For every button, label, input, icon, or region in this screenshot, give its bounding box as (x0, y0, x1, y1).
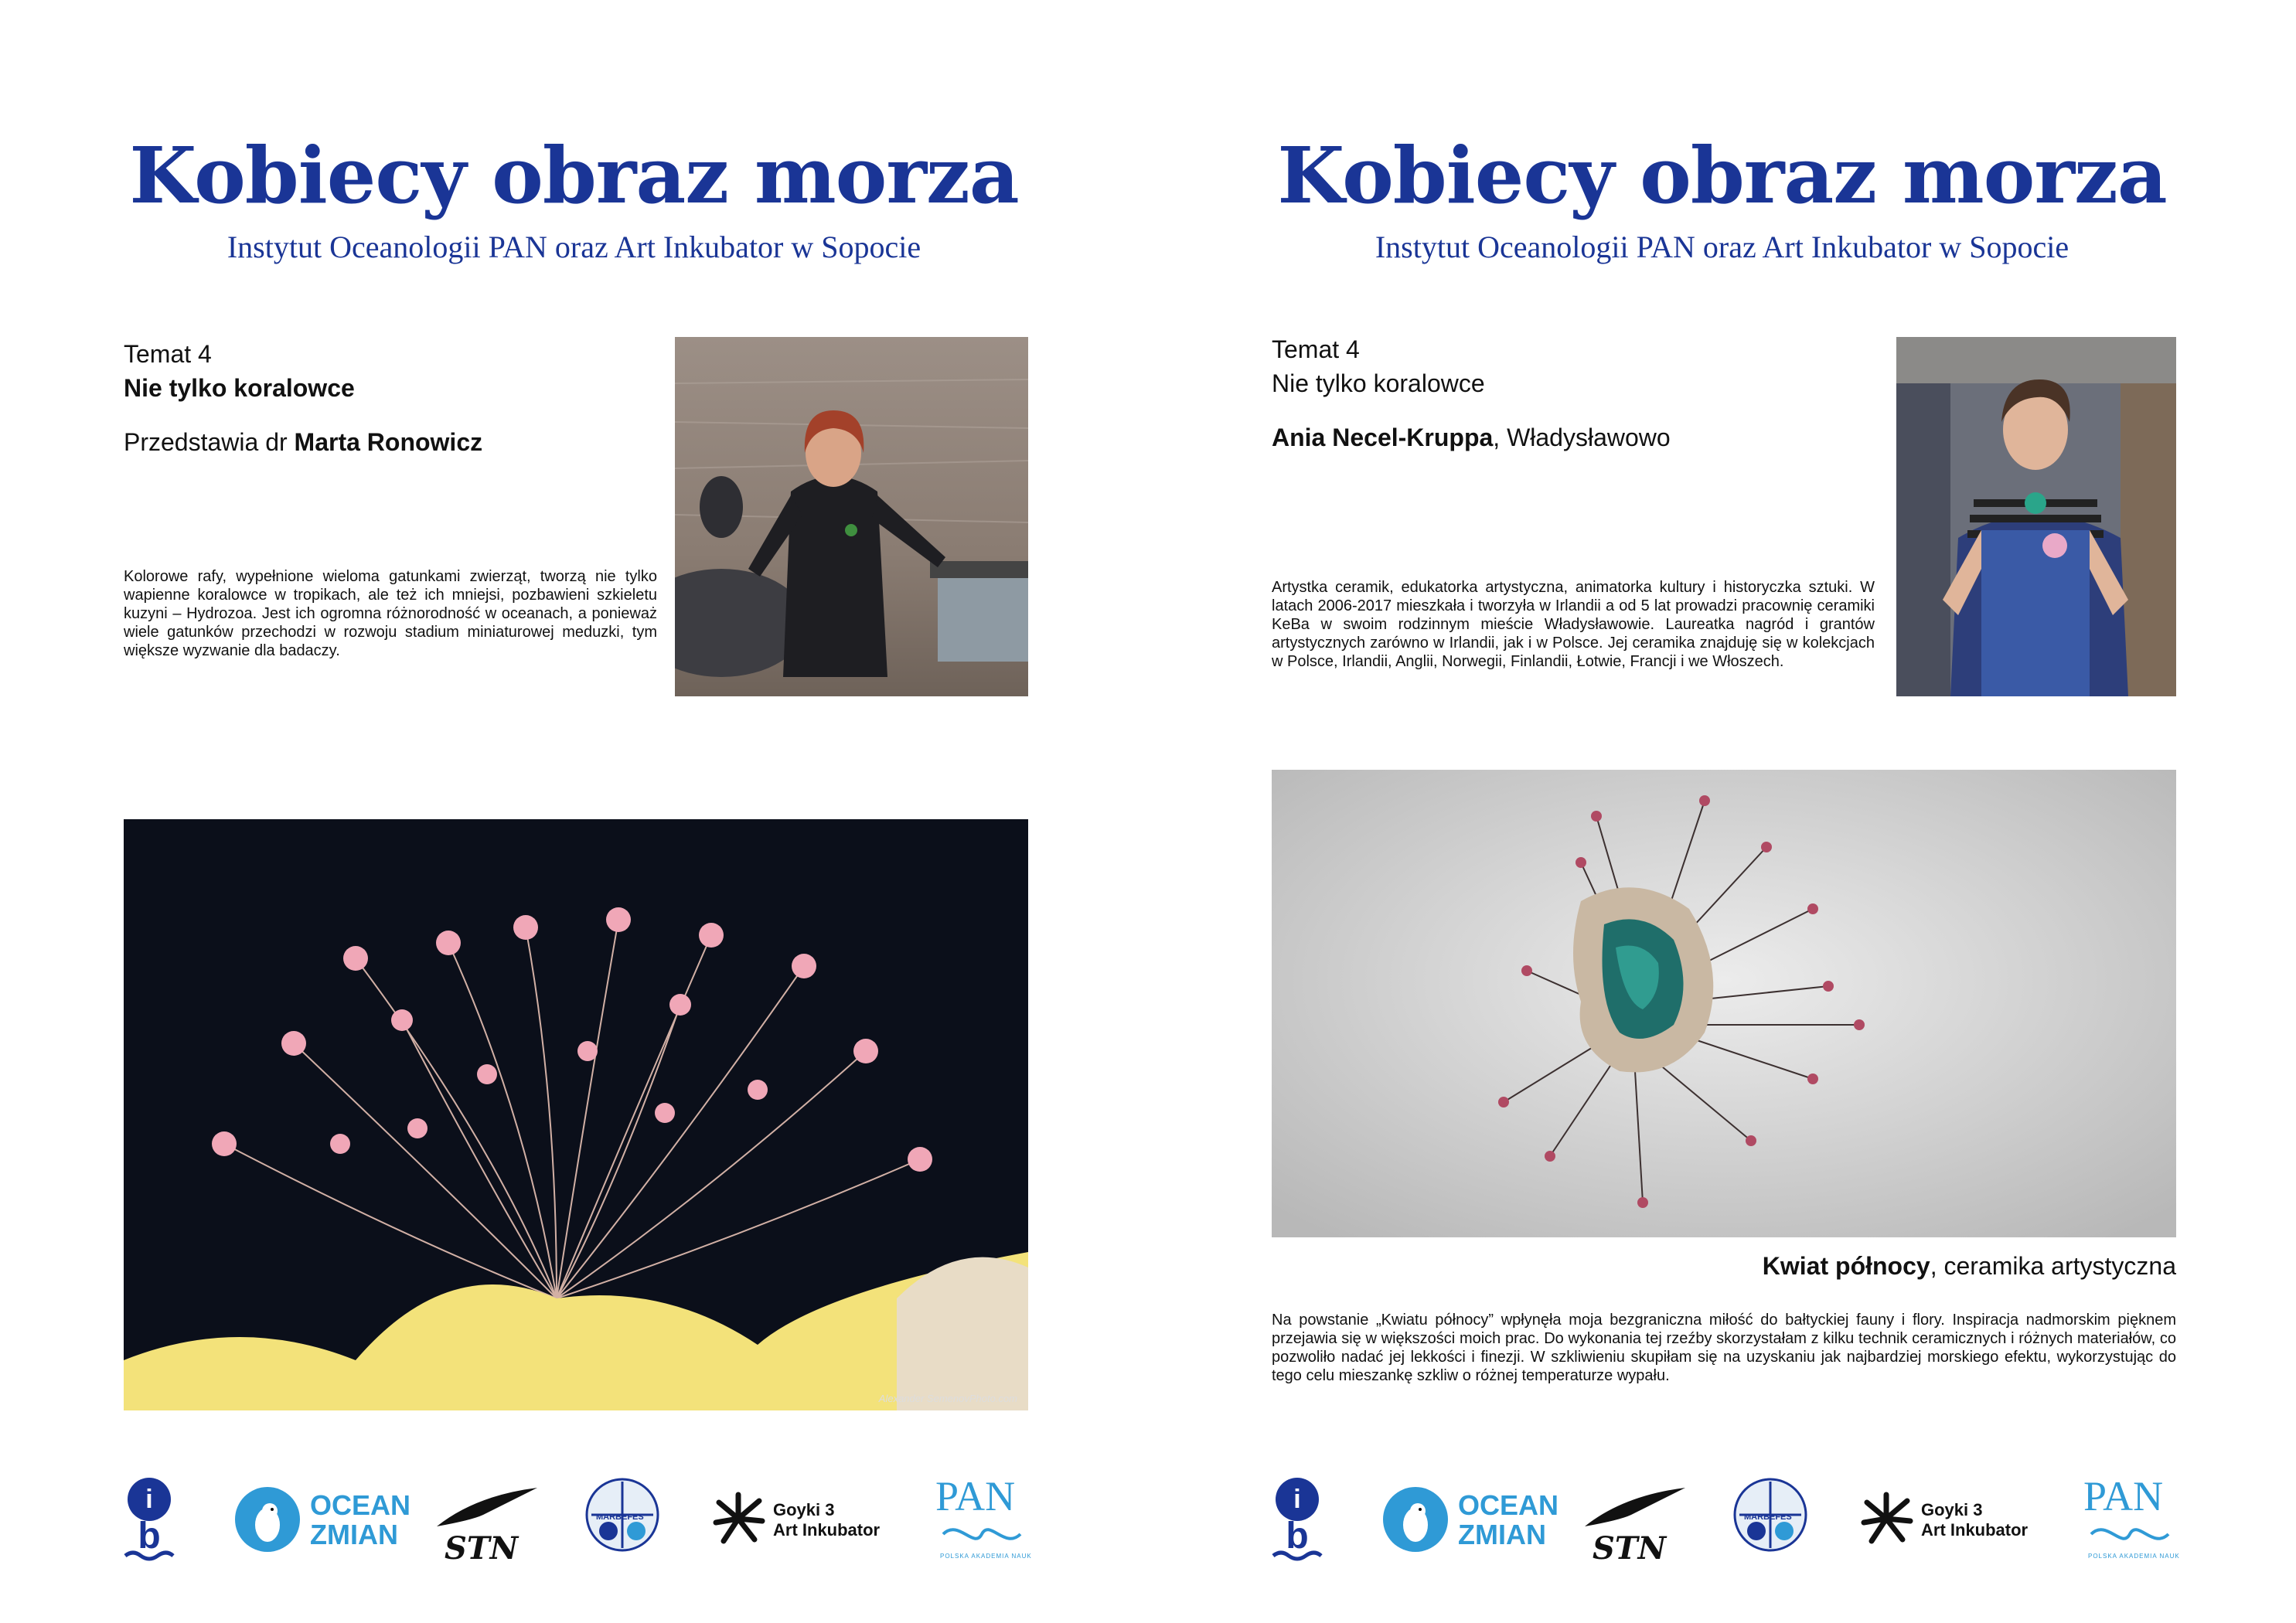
presenter-prefix: Przedstawia dr (124, 428, 288, 456)
pan-text: PAN (2083, 1473, 2164, 1519)
page-title: Kobiecy obraz morza (129, 130, 1019, 221)
ocean-zmian-logo-icon (1382, 1486, 1449, 1553)
ocean-zmian-logo (1382, 1472, 1559, 1565)
artist-location: , Władysławowo (1493, 424, 1671, 451)
artist-line (1272, 420, 1671, 454)
page-subtitle: Instytut Oceanologii PAN oraz Art Inkubator w Sopocie (227, 230, 921, 264)
goyki-sun-logo-icon (711, 1492, 765, 1546)
svg-text:STN: STN (445, 1530, 519, 1565)
goyki-line1: Goyki 3 (773, 1500, 835, 1519)
pan-logo-icon (2083, 1472, 2180, 1565)
goyki-line1: Goyki 3 (1921, 1500, 1983, 1519)
iopan-logo-icon (1272, 1472, 1323, 1565)
artwork-type: , ceramika artystyczna (1930, 1252, 2176, 1280)
presenter-photo (675, 337, 1028, 696)
artist-photo (1896, 337, 2176, 696)
goyki-logo (1859, 1472, 2060, 1565)
logo-row (1272, 1472, 2180, 1565)
svg-text:b: b (138, 1516, 161, 1557)
iopan-logo-icon (124, 1472, 175, 1565)
ocean-zmian-text (310, 1491, 410, 1550)
artist-name: Ania Necel-Kruppa (1272, 424, 1494, 451)
goyki-text (1921, 1500, 2028, 1540)
topic-number: Temat 4 (124, 340, 212, 368)
right-page (1148, 0, 2296, 1623)
marbefes-text: MARBEFES (1744, 1512, 1792, 1522)
artwork-title: Kwiat północy (1762, 1252, 1930, 1280)
description-paragraph: Kolorowe rafy, wypełnione wieloma gatunkami zwierząt, tworzą nie tylko wapienne koralowce w tropikach, ale też ich mniejsi, pozbawieni szkieletu kuzyni – Hydrozoa. Jest ich ogromna różnorodność w oceanach, a ponieważ wiele gatunków przechodzi w rozwoju stadium miniaturowej meduzki, tym większe wyzwanie dla badaczy. (124, 568, 657, 659)
ocean-line2: ZMIAN (310, 1519, 398, 1550)
goyki-sun-logo-icon (1859, 1492, 1913, 1546)
artwork-caption (1272, 1252, 2176, 1281)
marbefes-logo-icon (1732, 1472, 1809, 1565)
page-subtitle: Instytut Oceanologii PAN oraz Art Inkubator w Sopocie (1375, 230, 2069, 264)
pan-subtext: POLSKA AKADEMIA NAUK (940, 1553, 1032, 1560)
topic-header (124, 337, 482, 459)
svg-text:i: i (1293, 1485, 1301, 1514)
page-title: Kobiecy obraz morza (1277, 130, 2167, 221)
ocean-line1: OCEAN (310, 1489, 411, 1521)
photo-credit: Alexander SemenovPhoto.com (878, 1393, 1017, 1404)
ocean-line2: ZMIAN (1458, 1519, 1546, 1550)
goyki-logo (711, 1472, 912, 1565)
pan-logo-icon (935, 1472, 1032, 1565)
topic-number: Temat 4 (1272, 335, 1360, 363)
goyki-text (773, 1500, 880, 1540)
svg-text:STN: STN (1593, 1530, 1667, 1565)
pan-text: PAN (935, 1473, 1016, 1519)
marbefes-logo-icon (584, 1472, 661, 1565)
stn-bird-logo-icon (1577, 1472, 1693, 1565)
svg-text:i: i (145, 1485, 153, 1514)
topic-title: Nie tylko koralowce (1272, 369, 1485, 397)
topic-title: Nie tylko koralowce (124, 374, 355, 402)
ocean-zmian-logo (234, 1472, 411, 1565)
ocean-zmian-logo-icon (234, 1486, 301, 1553)
presenter-name: Marta Ronowicz (294, 428, 483, 456)
pan-subtext: POLSKA AKADEMIA NAUK (2088, 1553, 2180, 1560)
artist-bio: Artystka ceramik, edukatorka artystyczna, animatorka kultury i historyczka sztuki. W latach 2006-2017 mieszkała i tworzyła w Irlandii a od 5 lat prowadzi pracownię ceramiki KeBa w swoim rodzinnym mieście Władysławowie. Laureatka nagród i grantów artystycznych zarówno w Irlandii, jak i w Polsce. Jej ceramika znajduję się w kolekcjach w Polsce, Irlandii, Anglii, Norwegii, Finlandii, Łotwie, Francji i we Włoszech. (1272, 579, 1875, 670)
topic-header (1272, 332, 1671, 454)
marbefes-text: MARBEFES (596, 1512, 644, 1522)
goyki-line2: Art Inkubator (1921, 1520, 2029, 1540)
goyki-line2: Art Inkubator (773, 1520, 881, 1540)
logo-row (124, 1472, 1032, 1565)
hydrozoa-photo (124, 819, 1028, 1410)
artwork-description: Na powstanie „Kwiatu północy” wpłynęła moja bezgraniczna miłość do bałtyckiej fauny i flory. Inspiracja nadmorskim pięknem przejawia się w większości moich prac. Do wykonania tej rzeźby skorzystałam z kilku technik ceramicznych i różnych materiałów, co pozwoliło nadać jej lekkości i finezji. W szkliwieniu skupiłam się na uzyskaniu jak najbardziej morskiego efektu, wykorzystując do tego celu mieszankę szkliw o różnej temperaturze wypału. (1272, 1312, 2176, 1384)
presenter-line (124, 425, 482, 459)
stn-bird-logo-icon (429, 1472, 545, 1565)
svg-text:b: b (1286, 1516, 1309, 1557)
ocean-line1: OCEAN (1458, 1489, 1559, 1521)
artwork-photo (1272, 770, 2176, 1237)
ocean-zmian-text (1458, 1491, 1558, 1550)
